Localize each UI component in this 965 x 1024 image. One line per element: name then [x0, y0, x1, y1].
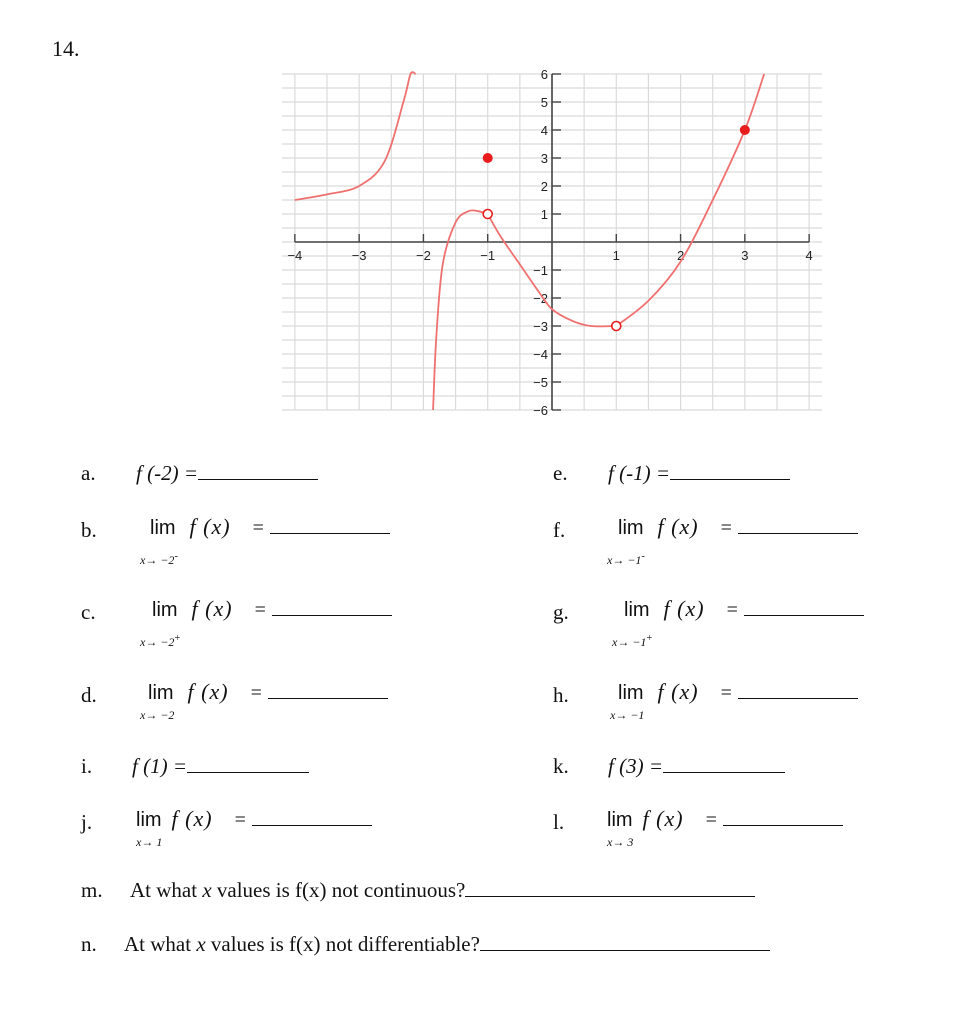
y-tick-label: −2 [533, 291, 548, 306]
y-tick-label: −1 [533, 263, 548, 278]
lim-equals: = [705, 809, 717, 831]
label-g: g. [553, 600, 569, 624]
lim-sub-text: x→ −1 [607, 553, 642, 567]
question-m [130, 878, 755, 903]
question-m-var: x [202, 878, 212, 902]
curve-branch [295, 72, 416, 200]
closed-point [740, 125, 750, 135]
question-e-text: f (-1) = [608, 461, 670, 485]
limit-h [618, 679, 858, 705]
question-n-pre: At what [124, 932, 197, 956]
limit-d [148, 679, 388, 705]
lim-equals: = [234, 809, 246, 831]
question-n-var: x [196, 932, 206, 956]
lim-function: f (x) [187, 679, 229, 704]
limit-c-sub [140, 633, 180, 650]
question-k [608, 754, 785, 779]
label-c: c. [81, 600, 96, 624]
limit-b [150, 514, 390, 540]
lim-side: - [174, 551, 178, 562]
answer-blank-n[interactable] [480, 932, 770, 951]
question-i [132, 754, 309, 779]
answer-blank-f[interactable] [738, 515, 858, 534]
label-e: e. [553, 461, 568, 485]
lim-word: lim [148, 682, 174, 704]
limit-f-sub [607, 551, 645, 568]
lim-side: + [174, 633, 181, 644]
lim-equals: = [720, 517, 732, 539]
lim-equals: = [254, 599, 266, 621]
label-b: b. [81, 518, 97, 542]
answer-blank-c[interactable] [272, 597, 392, 616]
limit-g-sub [612, 633, 652, 650]
lim-function: f (x) [189, 514, 231, 539]
x-tick-label: 1 [612, 248, 620, 263]
lim-function: f (x) [642, 806, 684, 831]
question-a [136, 461, 318, 486]
x-tick-label: −1 [480, 248, 496, 263]
lim-equals: = [252, 517, 264, 539]
lim-equals: = [250, 682, 262, 704]
label-n: n. [81, 932, 97, 956]
limit-j-sub: x→ 1 [136, 835, 163, 849]
y-tick-label: −3 [533, 319, 548, 334]
lim-side: - [641, 551, 645, 562]
answer-blank-a[interactable] [198, 461, 318, 480]
answer-blank-e[interactable] [670, 461, 790, 480]
label-i: i. [81, 754, 93, 778]
lim-sub-text: x→ −1 [612, 635, 647, 649]
label-l: l. [553, 810, 565, 834]
limit-l [607, 806, 843, 832]
lim-function: f (x) [663, 596, 705, 621]
x-tick-label: 3 [741, 248, 749, 263]
graph-curve [295, 72, 764, 410]
lim-word: lim [607, 809, 633, 831]
answer-blank-d[interactable] [268, 680, 388, 699]
open-point [483, 210, 492, 219]
lim-equals: = [720, 682, 732, 704]
label-h: h. [553, 683, 569, 707]
graph-axes [295, 74, 809, 410]
question-a-text: f (-2) = [136, 461, 198, 485]
question-i-text: f (1) = [132, 754, 187, 778]
lim-function: f (x) [657, 679, 699, 704]
answer-blank-l[interactable] [723, 807, 843, 826]
lim-function: f (x) [171, 806, 213, 831]
lim-word: lim [150, 517, 176, 539]
question-n-post: values is f(x) not differentiable? [205, 932, 480, 956]
open-point [612, 322, 621, 331]
y-tick-label: −5 [533, 375, 548, 390]
y-tick-label: 1 [540, 207, 548, 222]
x-tick-label: −2 [416, 248, 431, 263]
x-tick-label: 4 [805, 248, 813, 263]
question-m-pre: At what [130, 878, 203, 902]
y-tick-label: 4 [540, 123, 548, 138]
y-tick-label: 3 [540, 151, 548, 166]
label-f: f. [553, 518, 566, 542]
question-m-post: values is f(x) not continuous? [211, 878, 466, 902]
limit-f [618, 514, 858, 540]
x-tick-label: −4 [287, 248, 303, 263]
label-m: m. [81, 878, 103, 902]
problem-number: 14. [52, 36, 80, 61]
label-a: a. [81, 461, 96, 485]
lim-word: lim [152, 599, 178, 621]
limit-h-sub: x→ −1 [610, 708, 645, 722]
limit-l-sub: x→ 3 [607, 835, 634, 849]
x-tick-label: 2 [676, 248, 685, 263]
label-j: j. [81, 810, 93, 834]
y-tick-label: −4 [533, 347, 548, 362]
limit-c [152, 596, 392, 622]
lim-word: lim [136, 809, 162, 831]
answer-blank-h[interactable] [738, 680, 858, 699]
y-tick-label: 5 [540, 95, 548, 110]
answer-blank-k[interactable] [663, 754, 785, 773]
function-graph [270, 62, 830, 418]
lim-word: lim [618, 682, 644, 704]
answer-blank-i[interactable] [187, 754, 309, 773]
limit-d-sub: x→ −2 [140, 708, 175, 722]
lim-function: f (x) [191, 596, 233, 621]
label-d: d. [81, 683, 97, 707]
limit-b-sub [140, 551, 178, 568]
limit-g [624, 596, 864, 622]
limit-j [136, 806, 372, 832]
question-k-text: f (3) = [608, 754, 663, 778]
answer-blank-m[interactable] [465, 878, 755, 897]
lim-sub-text: x→ −2 [140, 635, 175, 649]
lim-function: f (x) [657, 514, 699, 539]
lim-side: + [646, 633, 653, 644]
y-tick-label: 6 [540, 67, 548, 82]
x-tick-label: −3 [351, 248, 367, 263]
question-n [124, 932, 770, 957]
lim-word: lim [624, 599, 650, 621]
curve-branch [433, 210, 488, 410]
closed-point [483, 153, 493, 163]
answer-blank-b[interactable] [270, 515, 390, 534]
answer-blank-g[interactable] [744, 597, 864, 616]
answer-blank-j[interactable] [252, 807, 372, 826]
question-e [608, 461, 790, 486]
lim-equals: = [726, 599, 738, 621]
lim-sub-text: x→ −2 [140, 553, 175, 567]
lim-word: lim [618, 517, 644, 539]
y-tick-label: −6 [533, 403, 548, 418]
y-tick-label: 2 [540, 179, 548, 194]
label-k: k. [553, 754, 569, 778]
